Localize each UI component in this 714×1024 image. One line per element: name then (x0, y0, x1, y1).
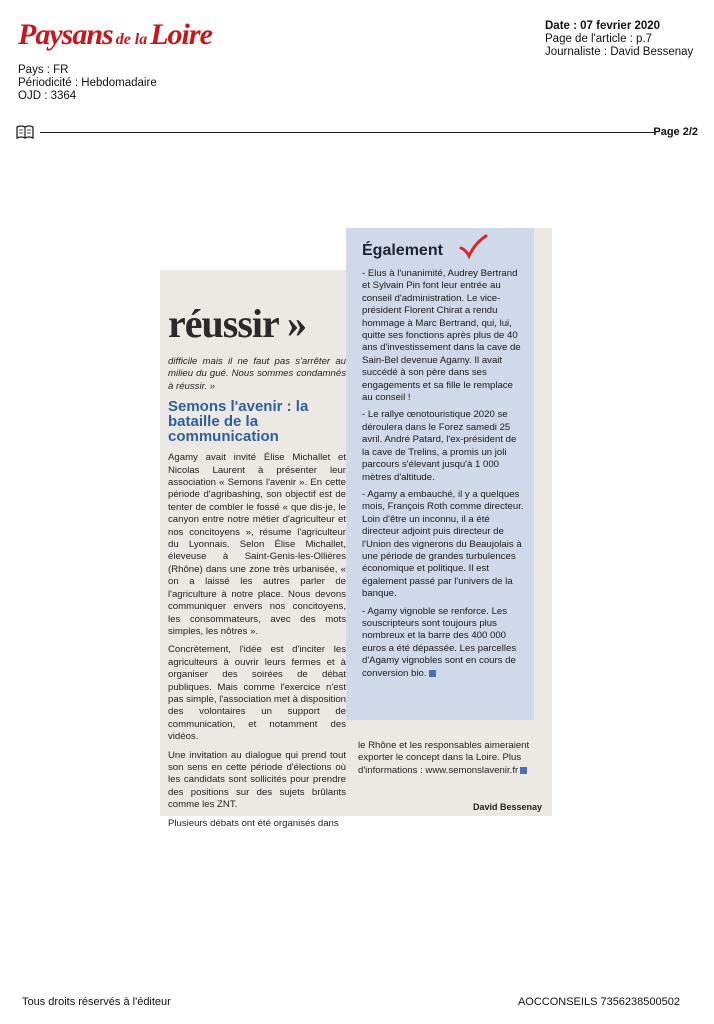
masthead-logo (18, 18, 212, 62)
article-headline: réussir » (168, 301, 307, 346)
check-mark-icon (458, 234, 488, 260)
sidebar-box-egalement (346, 228, 534, 720)
box-item: - Agamy a embauché, il y a quelques mois, François Roth comme directeur. Loin d'être un inconnu, il a été directeur adjoint puis directeur de l'Union des vignerons du Beaujolais à une période de grandes turbulences économique et politique. Il est également passé par l'univers de la banque. (362, 488, 524, 600)
masthead-name-part2: de la (115, 31, 148, 48)
footer-reference: AOCCONSEILS 7356238500502 (517, 996, 680, 1008)
box-item: - Le rallye œnotouristique 2020 se déroulera dans le Forez samedi 25 avril. André Patard, l'ex-président de la cave de Trelins, a promis un joli parcours s'élevant jusqu'à 1 000 mètres d'altitude. (362, 409, 517, 483)
masthead-name-part1: Paysans (18, 18, 113, 51)
end-mark-icon (520, 767, 527, 774)
article-right-tail (358, 740, 538, 777)
clipping-notch (160, 228, 346, 270)
article-paragraph-1: Agamy avait invité Élise Michallet et Nicolas Laurent à présenter leur association « Semons l'avenir ». En cette période d'agribashing, son objectif est de tenter de combler le fossé « que dis-je, le canyon entre notre métier d'agriculteur et nos concitoyens », résume l'agriculteur du Lyonnais. Selon Élise Michallet, éleveuse à Saint-Genis-les-Ollières (Rhône) dans une zone très urbanisée, « on a laissé les autres parler de l'agriculture à notre place. Nous devons communiquer envers nos concitoyens, les consommateurs, avec des mots simples, les nôtres ». (168, 452, 346, 637)
article-left-column (168, 356, 346, 836)
box-item-text: - Agamy vignoble se renforce. Les souscripteurs sont toujours plus nombreux et la barre des 400 000 euros a été dépassée. Les parcelles d'Agamy vignobles sont en cours de conversion bio. (362, 605, 517, 679)
book-icon (16, 125, 34, 139)
page-number-label: Page 2/2 (653, 126, 698, 138)
article-paragraph-2: Concrètement, l'idée est d'inciter les agriculteurs à ouvrir leurs fermes et à organiser des soirées de débat publiques. Mais comme l'exercice n'est pas simple, l'association met à disposition des volontaires un support de communication, et notamment des vidéos. (168, 644, 346, 743)
box-item (362, 606, 526, 680)
masthead-name-part3: Loire (150, 18, 212, 51)
article-metadata (545, 20, 693, 59)
horizontal-rule (40, 132, 654, 133)
date-line: Date : 07 fevrier 2020 (545, 20, 661, 32)
periodicity-line: Périodicité : Hebdomadaire (18, 77, 157, 89)
article-signature: David Bessenay (472, 802, 542, 812)
source-metadata (18, 64, 157, 103)
end-mark-icon (429, 670, 436, 677)
article-tail-text: le Rhône et les responsables aimeraient exporter le concept dans la Loire. Plus d'informations : www.semonslavenir.fr (358, 740, 530, 776)
article-intro: difficile mais il ne faut pas s'arrêter au milieu du gué. Nous sommes condamnés à réussir. » (168, 356, 346, 392)
box-item: - Elus à l'unanimité, Audrey Bertrand et Sylvain Pin font leur entrée au conseil d'administration. Le vice-président Florent Chirat a rendu hommage à Marc Bertrand, qui, lui, quitte ses fonctions après plus de 40 ans d'investissement dans la cave de Sain-Bel devenue Agamy. Il avait succédé à son père dans ses engagements et sa fille le remplace au conseil ! (362, 268, 521, 404)
article-paragraph-4: Plusieurs débats ont été organisés dans (168, 817, 339, 829)
page-header-rule (16, 125, 698, 141)
article-page-line: Page de l'article : p.7 (545, 33, 653, 45)
box-title: Également (362, 242, 443, 259)
country-line: Pays : FR (18, 64, 69, 76)
journalist-line: Journaliste : David Bessenay (545, 46, 694, 58)
article-tail (358, 740, 538, 777)
article-paragraph-3: Une invitation au dialogue qui prend tout son sens en cette période d'élections où les candidats sont sollicités pour prendre des positions sur des sujets brûlants comme les ZNT. (168, 749, 346, 811)
footer-rights: Tous droits réservés à l'éditeur (22, 996, 171, 1008)
ojd-line: OJD : 3364 (18, 90, 77, 102)
article-subhead: Semons l'avenir : la bataille de la communication (168, 398, 309, 446)
article-clipping (160, 228, 552, 829)
box-body (362, 268, 526, 685)
